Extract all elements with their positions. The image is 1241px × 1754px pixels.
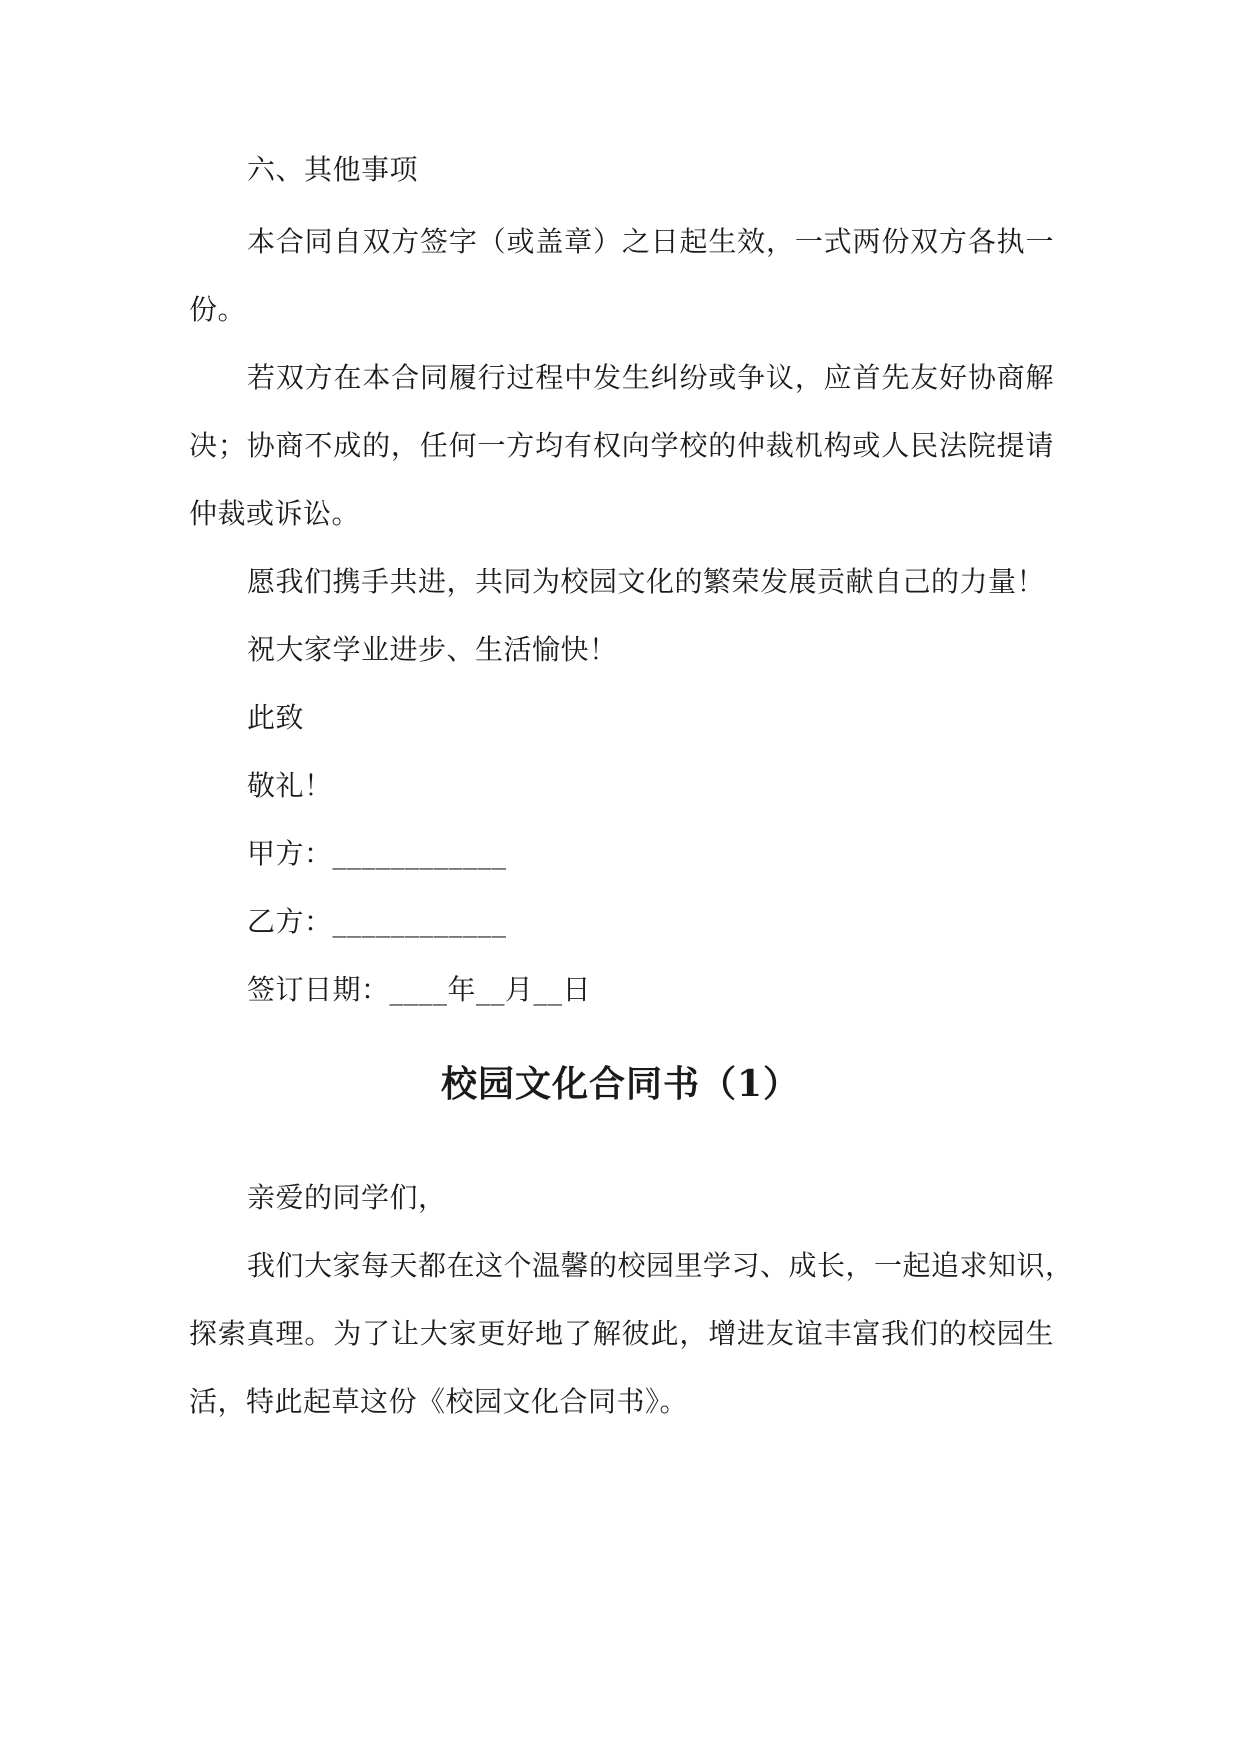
document-title: 校园文化合同书（1） xyxy=(440,1063,801,1105)
paragraph-dispute-line1: 若双方在本合同履行过程中发生纠纷或争议，应首先友好协商解 xyxy=(247,361,1054,394)
closing-cizhi: 此致 xyxy=(247,701,305,734)
intro-line3: 活，特此起草这份《校园文化合同书》。 xyxy=(189,1385,689,1418)
paragraph-dispute-line3: 仲裁或诉讼。 xyxy=(189,497,361,530)
paragraph-wish: 愿我们携手共进，共同为校园文化的繁荣发展贡献自己的力量！ xyxy=(247,565,1046,598)
intro-line1: 我们大家每天都在这个温馨的校园里学习、成长，一起追求知识， xyxy=(247,1249,1074,1282)
paragraph-blessing: 祝大家学业进步、生活愉快！ xyxy=(247,633,618,666)
signature-party-a: 甲方：____________ xyxy=(247,837,507,870)
paragraph-dispute-line2: 决；协商不成的，任何一方均有权向学校的仲裁机构或人民法院提请 xyxy=(189,429,1054,462)
salutation: 亲爱的同学们， xyxy=(247,1181,447,1214)
signature-party-b: 乙方：____________ xyxy=(247,905,507,938)
signature-date: 签订日期：____年__月__日 xyxy=(247,973,592,1006)
intro-line2: 探索真理。为了让大家更好地了解彼此，增进友谊丰富我们的校园生 xyxy=(189,1317,1054,1350)
paragraph-effective-line2: 份。 xyxy=(189,293,247,326)
paragraph-effective-line1: 本合同自双方签字（或盖章）之日起生效，一式两份双方各执一 xyxy=(247,225,1054,258)
closing-jingli: 敬礼！ xyxy=(247,769,333,802)
section-heading: 六、其他事项 xyxy=(247,153,419,186)
